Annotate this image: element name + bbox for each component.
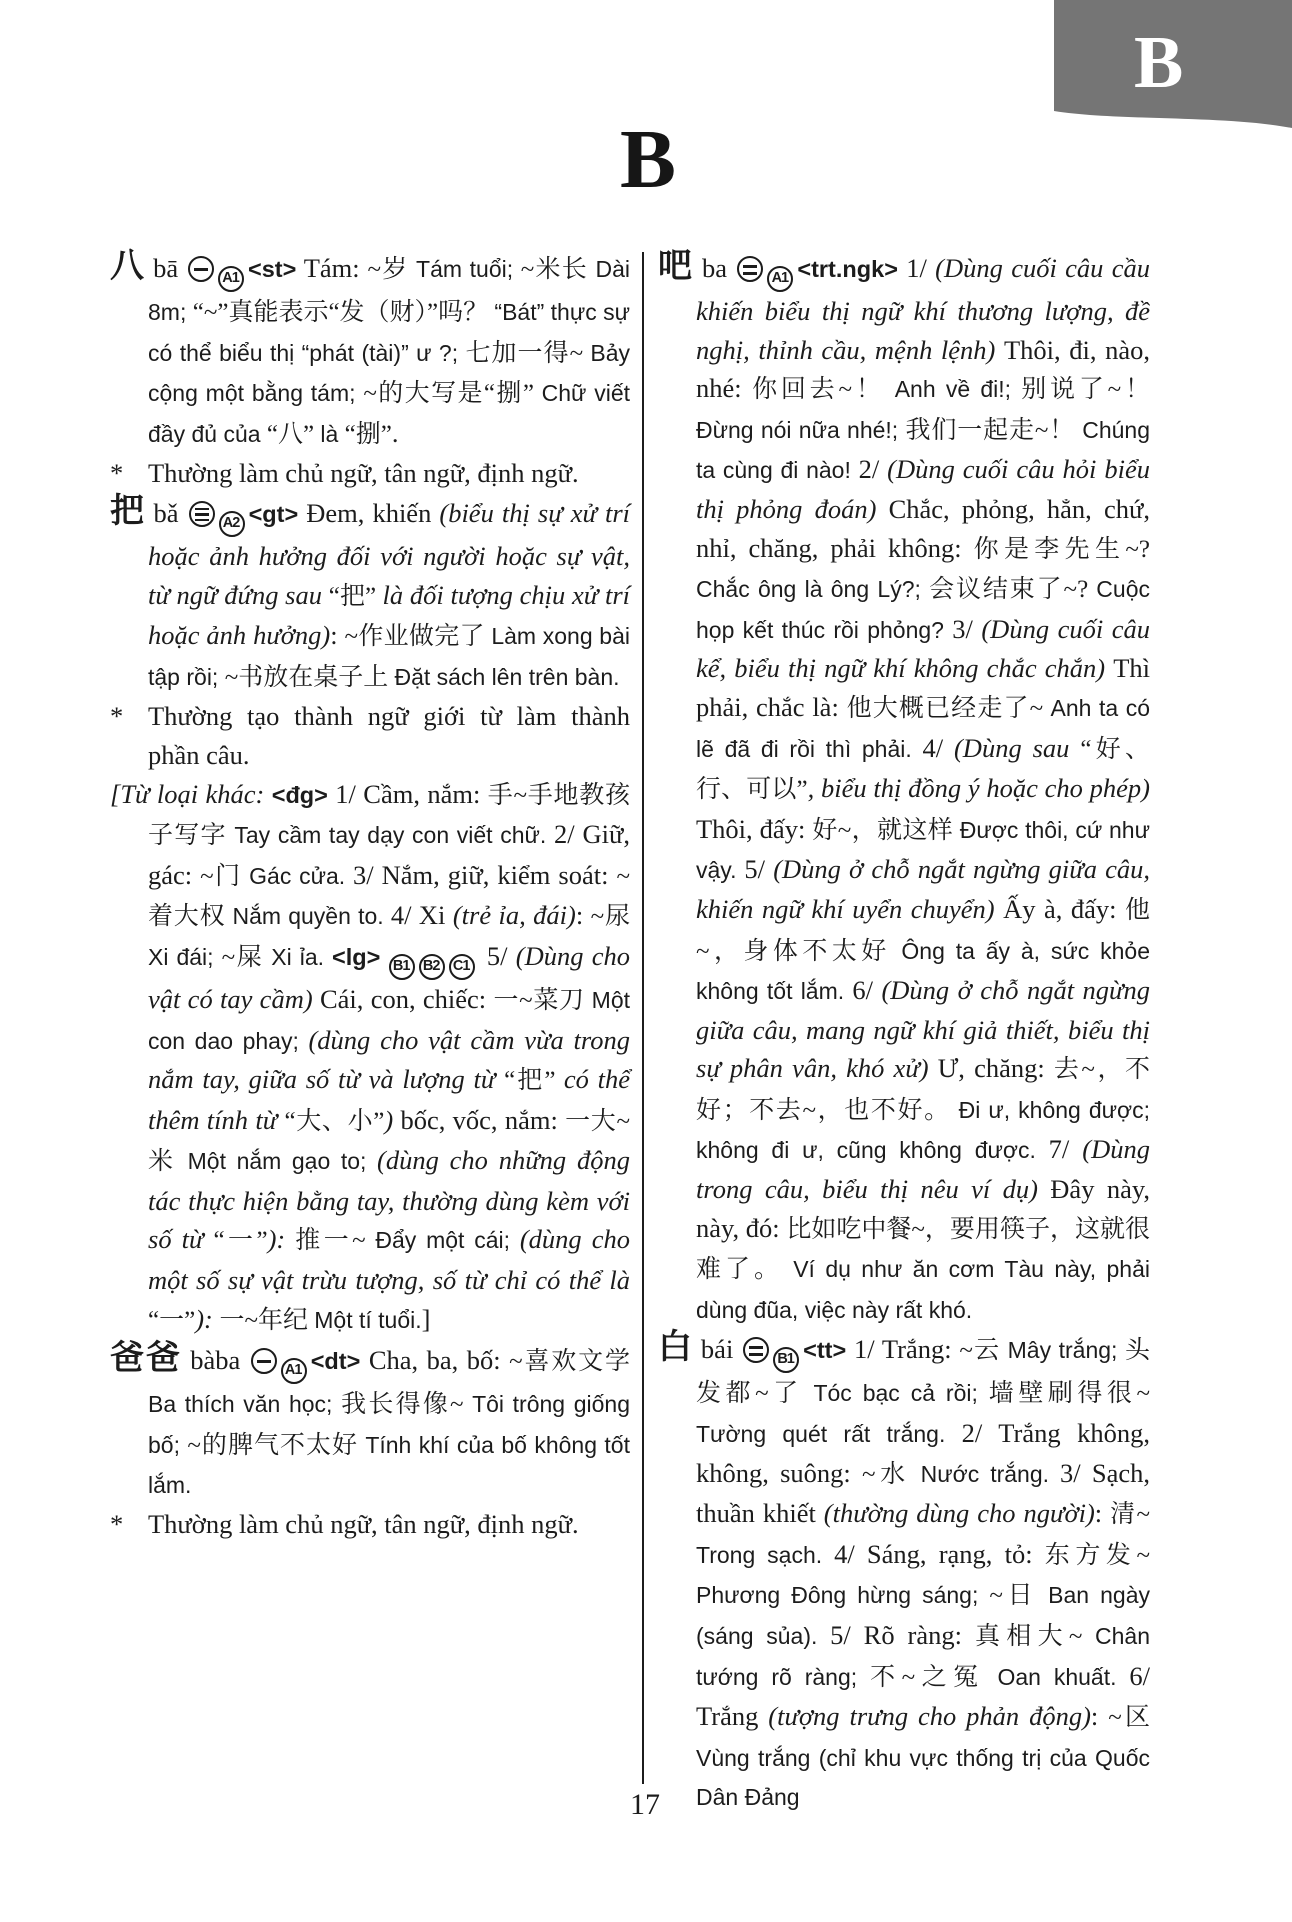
chinese-text: 我长得像~ <box>341 1391 473 1419</box>
chinese-text: ~作业做完了 <box>344 623 492 651</box>
chinese-text: 一~年纪 <box>219 1306 315 1334</box>
tone-circle-icon <box>743 1337 769 1363</box>
note-asterisk: * <box>110 458 124 489</box>
explanation-italic: ) <box>384 1104 401 1135</box>
headword: 把 <box>110 492 146 530</box>
chinese-text: 真相大~ <box>974 1623 1096 1650</box>
definition-text: Thôi, đi, nào, nhé: <box>696 334 1150 404</box>
definition-text: Thường làm chủ ngữ, tân ngữ, định ngữ. <box>148 458 579 489</box>
explanation-italic: là đối tượng chịu xử trí hoặc ảnh hưởng) <box>148 579 630 651</box>
translation-text: Đặt sách lên trên bàn. <box>394 663 620 690</box>
column-divider <box>642 252 644 1784</box>
translation-text: Xi đái; <box>148 943 222 970</box>
translation-text: Ban ngày (sáng sủa). <box>696 1582 1150 1649</box>
explanation-italic: (trẻ ỉa, đái) <box>452 900 576 931</box>
translation-text: Chân tướng rõ ràng; <box>696 1623 1150 1690</box>
chinese-text: 他~，身体不太好 <box>696 896 1150 965</box>
chinese-text: ~岁 <box>367 256 417 283</box>
definition-text: 6/ <box>852 975 882 1006</box>
pos-tag: <trt.ngk> <box>797 256 898 282</box>
pos-tag: <gt> <box>248 500 299 527</box>
dictionary-entry <box>110 248 630 454</box>
definition-text: Ư, chăng: <box>937 1053 1054 1084</box>
translation-text: Nắm quyền to. <box>232 903 391 930</box>
definition-text: 2/ <box>858 454 888 485</box>
translation-text: Tường quét rất trắng. <box>696 1421 962 1448</box>
explanation-italic: (Dùng cuối câu hỏi biểu thị phỏng đoán) <box>696 454 1150 524</box>
translation-text: Chắc ông là ông Lý?; <box>696 576 930 603</box>
section-tab <box>1054 0 1292 132</box>
translation-text: Anh ta có lẽ đã đi rồi thì phải. <box>696 694 1150 762</box>
page-number: 17 <box>630 1788 660 1821</box>
explanation-italic: (dùng cho vật cầm vừa trong nắm tay, giữa số từ và lượng từ <box>148 1024 630 1095</box>
chinese-text: 比如吃中餐~，要用筷子，这就很难了。 <box>696 1215 1151 1284</box>
text-block <box>110 248 1150 1817</box>
section-heading-letter: B <box>619 113 677 206</box>
usage-note <box>110 454 630 493</box>
chinese-text: 不~之冤 <box>870 1663 998 1691</box>
explanation-italic: , biểu thị đồng ý hoặc cho phép) <box>807 773 1150 804</box>
level-badge: B1 <box>773 1347 799 1373</box>
definition-text: Thôi, đấy: <box>696 813 813 844</box>
definition-text: 2/ Giữ, gác: <box>148 819 630 890</box>
definition-text: 3/ <box>952 613 982 644</box>
translation-text: Gác cửa. <box>249 862 353 889</box>
translation-text: Tôi trông giống bố; <box>148 1391 630 1458</box>
translation-text: Mây trắng; <box>1007 1337 1125 1364</box>
chinese-text: 别说了~！ <box>1021 376 1151 404</box>
chinese-text: 你回去~！ <box>752 376 895 404</box>
dictionary-entry <box>658 248 1150 1329</box>
translation-text: là <box>320 420 345 447</box>
translation-text: Một nắm gạo to; <box>187 1148 377 1175</box>
explanation-italic: (tượng trưng cho phản động) <box>768 1701 1091 1732</box>
level-badge: A1 <box>767 266 793 292</box>
translation-text: Vùng trắng (chỉ khu vực thống trị của Quốc Dân Đảng <box>696 1744 1150 1811</box>
chinese-text: ~水 <box>862 1460 921 1488</box>
definition-text: 1/ <box>897 253 936 283</box>
definition-text: Đem, khiến <box>298 497 440 528</box>
translation-text: Được thôi, cứ như vậy. <box>696 816 1150 884</box>
translation-text: Đẩy một cái; <box>375 1227 520 1254</box>
definition-text: : <box>330 620 345 651</box>
headword: 白 <box>658 1329 694 1367</box>
chinese-text: “把” <box>328 582 383 610</box>
usage-note <box>110 697 630 774</box>
definition-text: Thì phải, chắc là: <box>696 653 1150 722</box>
definition-text: Cha, ba, bố: <box>360 1345 510 1376</box>
explanation-italic: (biểu thị sự xử trí hoặc ảnh hưởng đối với người hoặc sự vật, từ ngữ đứng sau <box>148 497 631 610</box>
definition-text: 7/ <box>1048 1134 1083 1165</box>
chinese-text: 推一~ <box>295 1227 376 1255</box>
translation-text: Xi ỉa. <box>271 943 333 970</box>
level-badge: A1 <box>281 1358 307 1384</box>
chinese-text: ~米长 <box>520 256 596 283</box>
chinese-text: 好~，就这样 <box>812 816 960 844</box>
chinese-text: 去~，不好；不去~，也不好。 <box>696 1056 1150 1124</box>
definition-text: 3/ Sạch, thuần khiết <box>696 1457 1150 1529</box>
definition-text: Tám: <box>296 253 368 283</box>
chinese-text: “把” <box>504 1067 564 1095</box>
definition-text: Chắc, phỏng, hẳn, chứ, nhỉ, chăng, phải không: <box>696 493 1150 563</box>
definition-text: . <box>391 417 399 448</box>
level-badge: B2 <box>419 954 445 980</box>
pinyin: bā <box>145 253 186 283</box>
tone-circle-icon <box>189 501 215 527</box>
translation-text: “Bát” thực sự có thể biểu thị “phát (tài)” ư ?; <box>148 299 631 366</box>
translation-text: Bảy cộng một bằng tám; <box>148 339 631 407</box>
headword: 爸爸 <box>110 1340 182 1378</box>
chinese-text: “~”真能表示“发（财）”吗？ <box>192 299 495 326</box>
chinese-text: 七加一得~ <box>465 339 591 367</box>
translation-text: Làm xong bài tập rồi; <box>148 623 630 690</box>
dictionary-entry <box>658 1329 1150 1817</box>
chinese-text: 头发都~了 <box>696 1337 1151 1408</box>
definition-text: 1/ Trắng: <box>846 1334 960 1365</box>
pinyin: bǎ <box>145 497 187 528</box>
level-badge: A1 <box>218 266 244 292</box>
headword: 八 <box>110 248 146 285</box>
chinese-text: ~门 <box>200 862 250 890</box>
chinese-text: “大、小” <box>284 1107 385 1135</box>
definition-text: Thường tạo thành ngữ giới từ làm thành phần câu. <box>148 701 630 770</box>
chinese-text: 一大~米 <box>148 1107 630 1176</box>
chinese-text: ~喜欢文学 <box>509 1348 631 1376</box>
pos-tag: <dt> <box>310 1348 361 1375</box>
explanation-italic: ): <box>195 1303 220 1334</box>
chinese-text: “捌” <box>344 420 392 448</box>
translation-text: Chữ viết đầy đủ của <box>148 380 631 447</box>
tone-circle-icon <box>737 256 763 282</box>
dictionary-entry <box>110 1340 630 1505</box>
explanation-italic: ): <box>267 1224 296 1255</box>
definition-text: Thường làm chủ ngữ, tân ngữ, định ngữ. <box>148 1509 579 1540</box>
translation-text: Trong sạch. <box>696 1541 835 1568</box>
explanation-italic: [Từ loại khác: <box>110 778 272 809</box>
chinese-text: ~着大权 <box>148 862 631 931</box>
explanation-italic: (dùng cho một số sự vật trừu tượng, số từ chỉ có thể là <box>148 1224 631 1296</box>
usage-note <box>110 1505 630 1544</box>
chinese-text: ~屎 <box>221 943 272 971</box>
dictionary-entry <box>110 493 630 697</box>
translation-text: Đi ư, không được; không đi ư, cũng không được. <box>696 1096 1150 1164</box>
explanation-italic: (Dùng cho vật có tay cầm) <box>148 940 630 1014</box>
level-badge: B1 <box>389 954 415 980</box>
definition-text: 4/ Sáng, rạng, tỏ: <box>834 1538 1045 1569</box>
chinese-text: 你是李先生~? <box>973 535 1151 563</box>
chinese-text: ~的脾气不太好 <box>187 1431 366 1459</box>
dictionary-entry <box>110 775 630 1341</box>
explanation-italic: (Dùng ở chỗ ngắt ngừng giữa câu, khiến ngữ khí uyển chuyển) <box>696 854 1150 924</box>
translation-text: Anh về đi!; <box>894 376 1022 403</box>
translation-text: Oan khuất. <box>997 1663 1130 1690</box>
pinyin: bàba <box>181 1345 249 1376</box>
translation-text: Cuộc họp kết thúc rồi phỏng? <box>696 576 1150 643</box>
definition-text: Cái, con, chiếc: <box>319 983 494 1014</box>
translation-text: Một con dao phay; <box>148 986 630 1054</box>
left-column <box>110 248 630 1544</box>
explanation-italic: (thường dùng cho người) <box>823 1498 1095 1529</box>
chinese-text: 我们一起走~！ <box>905 416 1083 444</box>
translation-text: Ba thích văn học; <box>148 1391 342 1418</box>
definition-text: 2/ Trắng không, không, suông: <box>696 1418 1150 1488</box>
tone-circle-icon <box>188 256 214 282</box>
definition-text: : <box>1090 1701 1109 1732</box>
translation-text: Một tí tuổi. <box>314 1306 422 1333</box>
explanation-italic: (Dùng cuối câu kể, biểu thị ngữ khí không chắc chắn) <box>696 613 1150 684</box>
definition-text: bốc, vốc, nắm: <box>400 1104 566 1135</box>
translation-text: Phương Đông hừng sáng; <box>696 1582 990 1609</box>
level-badge: A2 <box>219 511 245 537</box>
chinese-text: “一” <box>148 1306 196 1334</box>
translation-text: Chúng ta cùng đi nào! <box>696 416 1150 484</box>
definition-text: : <box>575 900 591 931</box>
translation-text: Tay cầm tay dạy con viết chữ. <box>234 822 554 849</box>
translation-text: Tính khí của bố không tốt lắm. <box>148 1431 630 1499</box>
definition-text: Ấy à, đấy: <box>1003 893 1125 924</box>
right-column <box>658 248 1150 1817</box>
definition-text: 4/ <box>922 732 954 763</box>
translation-text: Ông ta ấy à, sức khỏe không tốt lắm. <box>696 937 1150 1005</box>
translation-text: Ví dụ như ăn cơm Tàu này, phải dùng đũa, việc này rất khó. <box>696 1256 1150 1323</box>
definition-text: 1/ Cầm, nắm: <box>327 778 488 809</box>
explanation-italic: (Dùng ở chỗ ngắt ngừng giữa câu, mang ngữ khí giả thiết, biểu thị sự phân vân, khó xử) <box>696 975 1150 1084</box>
chinese-text: “一” <box>213 1227 268 1255</box>
definition-text <box>380 941 388 971</box>
explanation-italic: (dùng cho những động tác thực hiện bằng tay, thường dùng kèm với số từ <box>148 1145 630 1255</box>
pos-tag: <đg> <box>271 781 328 808</box>
chinese-text: 清~ <box>1110 1501 1150 1529</box>
level-badge: C1 <box>449 954 475 980</box>
chinese-text: 东方发~ <box>1044 1541 1150 1569</box>
chinese-text: ~书放在桌子上 <box>224 663 395 691</box>
explanation-italic: (Dùng trong câu, biểu thị nêu ví dụ) <box>696 1134 1150 1205</box>
definition-text: : <box>1094 1498 1111 1529</box>
headword: 吧 <box>658 248 694 285</box>
translation-text: Tóc bạc cả rồi; <box>813 1380 989 1407</box>
chinese-text: 墙壁刷得很~ <box>988 1380 1150 1408</box>
chinese-text: ~区 <box>1108 1704 1151 1732</box>
translation-text: Đừng nói nữa nhé!; <box>696 416 906 443</box>
translation-text: Dài 8m; <box>148 256 631 325</box>
chinese-text: 手~手地教孩子写字 <box>148 781 630 850</box>
chinese-text: 一~菜刀 <box>493 986 592 1014</box>
section-tab-letter: B <box>1134 22 1184 104</box>
tone-circle-icon <box>251 1348 277 1374</box>
explanation-italic: (Dùng cuối câu cầu khiến biểu thị ngữ khí thương lượng, đề nghị, thỉnh cầu, mệnh lệnh) <box>696 253 1150 365</box>
definition-text: ] <box>421 1303 431 1334</box>
chinese-text: “好、行、可以” <box>696 735 1150 804</box>
definition-text: 6/ Trắng <box>696 1660 1151 1732</box>
pinyin: ba <box>693 253 736 283</box>
note-asterisk: * <box>110 1509 124 1540</box>
pinyin: bái <box>693 1334 742 1365</box>
pos-tag: <st> <box>248 256 297 282</box>
translation-text: Tám tuổi; <box>416 256 521 282</box>
translation-text: Nước trắng. <box>920 1460 1061 1487</box>
explanation-italic: (Dùng sau <box>953 732 1081 763</box>
chinese-text: ~的大写是“捌” <box>363 380 542 408</box>
chinese-text: 他大概已经走了~ <box>846 694 1051 722</box>
note-asterisk: * <box>110 701 124 732</box>
definition-text: 4/ Xi <box>390 900 453 931</box>
chinese-text: ~日 <box>989 1582 1049 1610</box>
definition-text: Đây này, này, đó: <box>696 1174 1150 1243</box>
definition-text: 5/ <box>478 940 516 971</box>
chinese-text: “八” <box>266 420 321 448</box>
pos-tag: <tt> <box>803 1337 847 1364</box>
definition-text: 3/ Nắm, giữ, kiểm soát: <box>352 859 617 890</box>
pos-tag: <lg> <box>332 943 381 970</box>
definition-text: 5/ <box>744 854 774 885</box>
chinese-text: ~尿 <box>590 903 630 931</box>
chinese-text: ~云 <box>959 1337 1008 1365</box>
explanation-italic: có thể thêm tính từ <box>148 1064 631 1135</box>
definition-text: 5/ Rõ ràng: <box>830 1620 975 1650</box>
chinese-text: 会议结束了~? <box>929 576 1097 604</box>
